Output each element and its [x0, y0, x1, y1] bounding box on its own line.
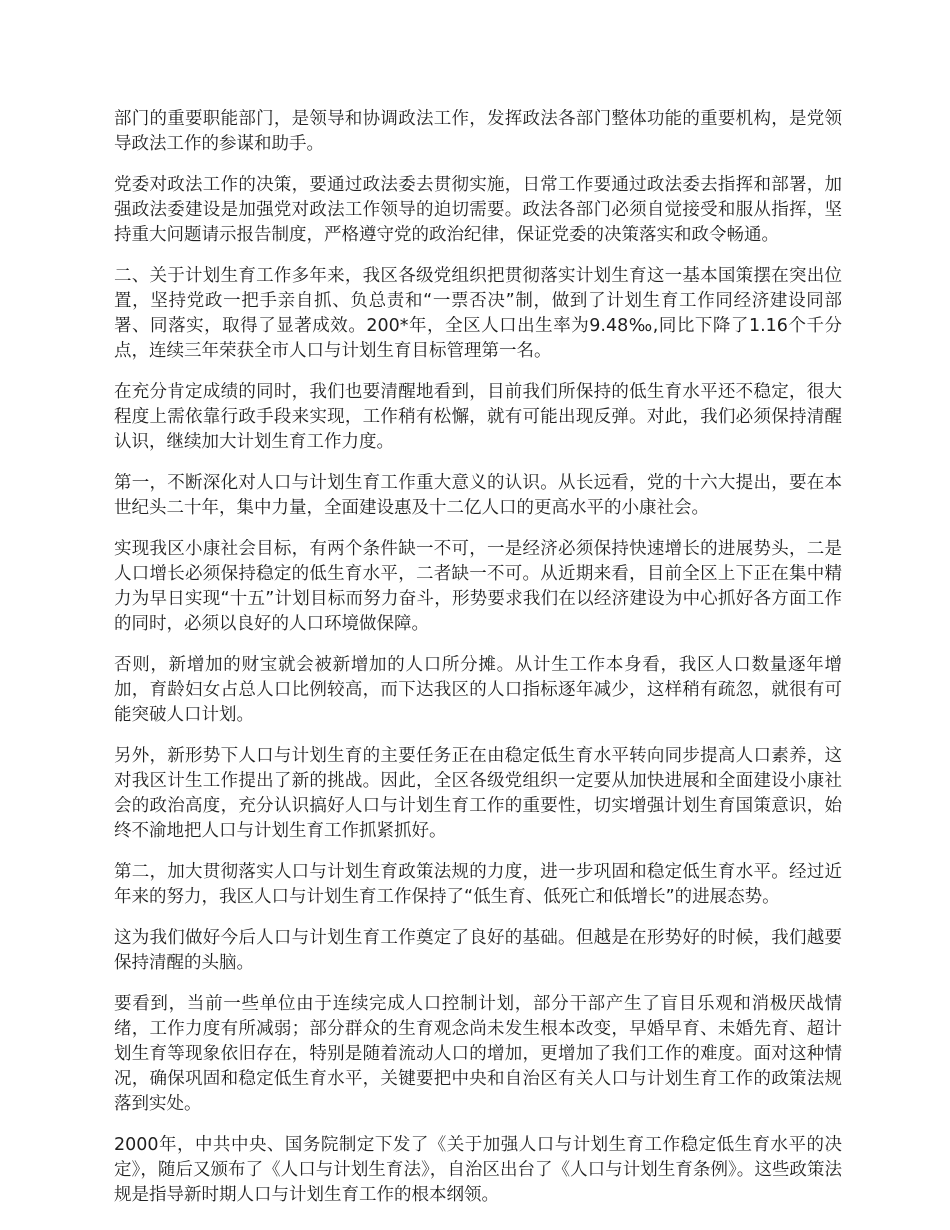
- paragraph-5: 第一，不断深化对人口与计划生育工作重大意义的认识。从长远看，党的十六大提出，要在本世纪头二十年，集中力量，全面建设惠及十二亿人口的更高水平的小康社会。: [114, 473, 842, 518]
- paragraph-10: 这为我们做好今后人口与计划生育工作奠定了良好的基础。但越是在形势好的时候，我们越要保持清醒的头脑。: [114, 928, 842, 973]
- paragraph-9: 第二，加大贯彻落实人口与计划生育政策法规的力度，进一步巩固和稳定低生育水平。经过近年来的努力，我区人口与计划生育工作保持了“低生育、低死亡和低增长”的进展态势。: [114, 862, 842, 907]
- paragraph-6: 实现我区小康社会目标，有两个条件缺一不可，一是经济必须保持快速增长的进展势头，二是人口增长必须保持稳定的低生育水平，二者缺一不可。从近期来看，目前全区上下正在集中精力为早日实现“十五”计划目标而努力奋斗，形势要求我们在以经济建设为中心抓好各方面工作的同时，必须以良好的人口环境做保障。: [114, 539, 842, 634]
- paragraph-11: 要看到，当前一些单位由于连续完成人口控制计划，部分干部产生了盲目乐观和消极厌战情绪，工作力度有所减弱；部分群众的生育观念尚未发生根本改变，早婚早育、未婚先育、超计划生育等现象依旧存在，特别是随着流动人口的增加，更增加了我们工作的难度。面对这种情况，确保巩固和稳定低生育水平，关键要把中央和自治区有关人口与计划生育工作的政策法规落到实处。: [114, 994, 842, 1114]
- paragraph-1: 部门的重要职能部门，是领导和协调政法工作，发挥政法各部门整体功能的重要机构，是党领导政法工作的参谋和助手。: [114, 109, 842, 154]
- document-body: [114, 107, 842, 1224]
- paragraph-4: 在充分肯定成绩的同时，我们也要清醒地看到，目前我们所保持的低生育水平还不稳定，很大程度上需依靠行政手段来实现，工作稍有松懈，就有可能出现反弹。对此，我们必须保持清醒认识，继续加大计划生育工作力度。: [114, 382, 842, 452]
- paragraph-3: 二、关于计划生育工作多年来，我区各级党组织把贯彻落实计划生育这一基本国策摆在突出位置，坚持党政一把手亲自抓、负总责和“一票否决”制，做到了计划生育工作同经济建设同部署、同落实，取得了显著成效。200*年，全区人口出生率为9.48‰,同比下降了1.16个千分点，连续三年荣获全市人口与计划生育目标管理第一名。: [114, 266, 842, 361]
- paragraph-7: 否则，新增加的财宝就会被新增加的人口所分摊。从计生工作本身看，我区人口数量逐年增加，育龄妇女占总人口比例较高，而下达我区的人口指标逐年减少，这样稍有疏忽，就很有可能突破人口计划。: [114, 655, 842, 725]
- paragraph-2: 党委对政法工作的决策，要通过政法委去贯彻实施，日常工作要通过政法委去指挥和部署，加强政法委建设是加强党对政法工作领导的迫切需要。政法各部门必须自觉接受和服从指挥，坚持重大问题请示报告制度，严格遵守党的政治纪律，保证党委的决策落实和政令畅通。: [114, 175, 842, 245]
- paragraph-12: 2000年，中共中央、国务院制定下发了《关于加强人口与计划生育工作稳定低生育水平的决定》，随后又颁布了《人口与计划生育法》，自治区出台了《人口与计划生育条例》。这些政策法规是指导新时期人口与计划生育工作的根本纲领。: [114, 1135, 842, 1205]
- paragraph-8: 另外，新形势下人口与计划生育的主要任务正在由稳定低生育水平转向同步提高人口素养，这对我区计生工作提出了新的挑战。因此，全区各级党组织一定要从加快进展和全面建设小康社会的政治高度，充分认识搞好人口与计划生育工作的重要性，切实增强计划生育国策意识，始终不渝地把人口与计划生育工作抓紧抓好。: [114, 746, 842, 841]
